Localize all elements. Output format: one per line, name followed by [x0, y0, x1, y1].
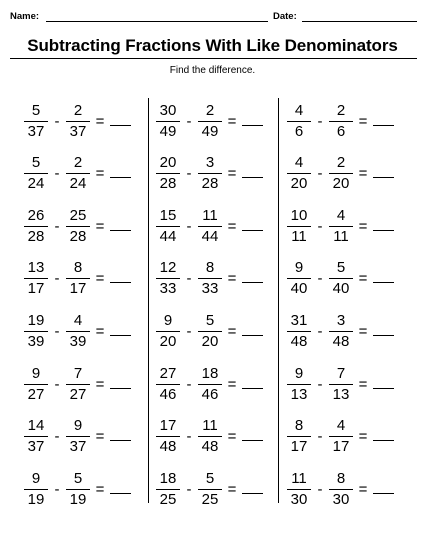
subtrahend-fraction [197, 471, 223, 508]
minuend-fraction-denominator: 28 [159, 175, 177, 193]
subtrahend-fraction-numerator: 4 [329, 418, 353, 437]
problem-item [23, 363, 131, 405]
minus-sign: - [317, 165, 323, 183]
minuend-fraction-denominator: 17 [290, 438, 308, 456]
minuend-fraction-denominator: 11 [291, 227, 307, 245]
subtrahend-fraction-denominator: 6 [336, 122, 346, 140]
column-divider-2 [278, 98, 279, 503]
answer-blank[interactable] [373, 380, 394, 389]
problem-item [23, 153, 131, 195]
equals-sign: = [95, 270, 105, 288]
minuend-fraction-numerator: 26 [24, 208, 48, 227]
equals-sign: = [358, 322, 368, 340]
minuend-fraction-denominator: 19 [27, 490, 45, 508]
answer-blank[interactable] [373, 432, 394, 441]
subtrahend-fraction-numerator: 7 [66, 366, 90, 385]
minuend-fraction [155, 208, 181, 245]
minuend-fraction-denominator: 24 [27, 175, 45, 193]
subtrahend-fraction-denominator: 30 [332, 490, 350, 508]
date-field[interactable] [302, 21, 417, 22]
minus-sign: - [317, 322, 323, 340]
name-label: Name: [10, 11, 40, 22]
subtrahend-fraction-numerator: 11 [198, 208, 222, 227]
subtrahend-fraction [65, 366, 91, 403]
minuend-fraction-numerator: 13 [24, 260, 48, 279]
minus-sign: - [54, 375, 60, 393]
answer-blank[interactable] [242, 485, 263, 494]
answer-blank[interactable] [110, 485, 131, 494]
minus-sign: - [317, 217, 323, 235]
problem-item [286, 363, 394, 405]
subtrahend-fraction-denominator: 48 [201, 438, 219, 456]
minuend-fraction-denominator: 44 [159, 227, 177, 245]
minuend-fraction-denominator: 30 [290, 490, 308, 508]
minuend-fraction [286, 260, 312, 297]
minus-sign: - [54, 165, 60, 183]
minuend-fraction-numerator: 14 [24, 418, 48, 437]
equals-sign: = [227, 270, 237, 288]
subtrahend-fraction-denominator: 40 [332, 280, 350, 298]
subtrahend-fraction-numerator: 8 [329, 471, 353, 490]
minuend-fraction [23, 366, 49, 403]
equals-sign: = [95, 217, 105, 235]
minuend-fraction-numerator: 12 [156, 260, 180, 279]
problem-item [155, 100, 263, 142]
equals-sign: = [358, 428, 368, 446]
minus-sign: - [54, 322, 60, 340]
minus-sign: - [186, 480, 192, 498]
answer-blank[interactable] [110, 169, 131, 178]
subtrahend-fraction-denominator: 28 [201, 175, 219, 193]
subtrahend-fraction [197, 313, 223, 350]
minuend-fraction-numerator: 9 [287, 366, 311, 385]
equals-sign: = [95, 375, 105, 393]
minuend-fraction-numerator: 11 [287, 471, 311, 490]
minuend-fraction-numerator: 9 [24, 366, 48, 385]
minuend-fraction [23, 208, 49, 245]
equals-sign: = [227, 428, 237, 446]
minuend-fraction [286, 313, 312, 350]
minuend-fraction-denominator: 48 [159, 438, 177, 456]
problem-item [155, 310, 263, 352]
minuend-fraction [286, 471, 312, 508]
minuend-fraction [155, 260, 181, 297]
subtrahend-fraction-numerator: 5 [198, 471, 222, 490]
minuend-fraction-numerator: 15 [156, 208, 180, 227]
equals-sign: = [227, 322, 237, 340]
minuend-fraction-denominator: 33 [159, 280, 177, 298]
equals-sign: = [95, 322, 105, 340]
subtrahend-fraction-denominator: 19 [69, 490, 87, 508]
subtrahend-fraction-numerator: 5 [198, 313, 222, 332]
equals-sign: = [358, 270, 368, 288]
subtrahend-fraction-numerator: 8 [198, 260, 222, 279]
equals-sign: = [95, 480, 105, 498]
subtrahend-fraction [197, 366, 223, 403]
minuend-fraction [286, 155, 312, 192]
minuend-fraction-denominator: 25 [159, 490, 177, 508]
problem-item [155, 205, 263, 247]
minus-sign: - [186, 270, 192, 288]
answer-blank[interactable] [110, 222, 131, 231]
minuend-fraction-denominator: 20 [159, 332, 177, 350]
subtrahend-fraction-denominator: 49 [201, 122, 219, 140]
problem-item [155, 153, 263, 195]
minuend-fraction-denominator: 13 [290, 385, 308, 403]
equals-sign: = [227, 217, 237, 235]
minuend-fraction [155, 103, 181, 140]
subtrahend-fraction [328, 366, 354, 403]
minuend-fraction [155, 418, 181, 455]
subtrahend-fraction-numerator: 8 [66, 260, 90, 279]
minuend-fraction [23, 260, 49, 297]
subtrahend-fraction [328, 208, 354, 245]
minus-sign: - [186, 375, 192, 393]
subtrahend-fraction-denominator: 25 [201, 490, 219, 508]
subtrahend-fraction-numerator: 7 [329, 366, 353, 385]
minuend-fraction-numerator: 4 [287, 103, 311, 122]
problem-item [155, 363, 263, 405]
minuend-fraction [23, 471, 49, 508]
minuend-fraction-numerator: 8 [287, 418, 311, 437]
minuend-fraction-numerator: 10 [287, 208, 311, 227]
minus-sign: - [317, 428, 323, 446]
minus-sign: - [186, 217, 192, 235]
subtrahend-fraction-numerator: 5 [66, 471, 90, 490]
minus-sign: - [186, 428, 192, 446]
problem-item [23, 468, 131, 510]
answer-blank[interactable] [110, 327, 131, 336]
minus-sign: - [54, 480, 60, 498]
answer-blank[interactable] [110, 380, 131, 389]
equals-sign: = [358, 480, 368, 498]
instructions: Find the difference. [169, 65, 256, 76]
subtrahend-fraction-denominator: 11 [333, 227, 349, 245]
subtrahend-fraction-denominator: 24 [69, 175, 87, 193]
problem-item [155, 468, 263, 510]
answer-blank[interactable] [242, 432, 263, 441]
problem-item [286, 153, 394, 195]
minuend-fraction [155, 155, 181, 192]
problem-item [286, 468, 394, 510]
subtrahend-fraction-denominator: 20 [201, 332, 219, 350]
subtrahend-fraction-numerator: 2 [329, 103, 353, 122]
minuend-fraction-numerator: 9 [287, 260, 311, 279]
minuend-fraction-numerator: 18 [156, 471, 180, 490]
subtrahend-fraction-numerator: 2 [329, 155, 353, 174]
subtrahend-fraction [65, 103, 91, 140]
subtrahend-fraction-numerator: 2 [66, 103, 90, 122]
minus-sign: - [186, 112, 192, 130]
subtrahend-fraction-numerator: 4 [329, 208, 353, 227]
minuend-fraction [23, 418, 49, 455]
answer-blank[interactable] [242, 327, 263, 336]
subtrahend-fraction-denominator: 39 [69, 332, 87, 350]
problem-item [23, 416, 131, 458]
answer-blank[interactable] [373, 117, 394, 126]
equals-sign: = [358, 217, 368, 235]
minus-sign: - [317, 375, 323, 393]
minuend-fraction-denominator: 37 [27, 122, 45, 140]
equals-sign: = [227, 165, 237, 183]
minuend-fraction-numerator: 27 [156, 366, 180, 385]
problem-item [23, 205, 131, 247]
problem-item [23, 100, 131, 142]
equals-sign: = [95, 428, 105, 446]
minus-sign: - [186, 322, 192, 340]
minuend-fraction [155, 313, 181, 350]
subtrahend-fraction [65, 418, 91, 455]
minuend-fraction [286, 103, 312, 140]
minuend-fraction-numerator: 4 [287, 155, 311, 174]
minus-sign: - [54, 217, 60, 235]
problem-item [155, 258, 263, 300]
answer-blank[interactable] [242, 380, 263, 389]
equals-sign: = [358, 375, 368, 393]
subtrahend-fraction-denominator: 27 [69, 385, 87, 403]
subtrahend-fraction-numerator: 3 [329, 313, 353, 332]
answer-blank[interactable] [373, 169, 394, 178]
answer-blank[interactable] [242, 274, 263, 283]
minuend-fraction-denominator: 20 [290, 175, 308, 193]
minuend-fraction-denominator: 49 [159, 122, 177, 140]
worksheet-title: Subtracting Fractions With Like Denominators [27, 36, 398, 55]
minuend-fraction [23, 155, 49, 192]
minus-sign: - [317, 112, 323, 130]
answer-blank[interactable] [110, 117, 131, 126]
subtrahend-fraction-numerator: 2 [198, 103, 222, 122]
subtrahend-fraction [197, 260, 223, 297]
subtrahend-fraction-denominator: 48 [332, 332, 350, 350]
minuend-fraction-denominator: 27 [27, 385, 45, 403]
minuend-fraction [286, 208, 312, 245]
subtrahend-fraction-denominator: 17 [332, 438, 350, 456]
answer-blank[interactable] [110, 274, 131, 283]
title-divider [10, 58, 417, 59]
subtrahend-fraction-numerator: 25 [66, 208, 90, 227]
problem-item [286, 205, 394, 247]
answer-blank[interactable] [373, 327, 394, 336]
subtrahend-fraction-denominator: 33 [201, 280, 219, 298]
minuend-fraction-numerator: 30 [156, 103, 180, 122]
subtrahend-fraction-numerator: 3 [198, 155, 222, 174]
minuend-fraction-numerator: 9 [156, 313, 180, 332]
equals-sign: = [95, 165, 105, 183]
subtrahend-fraction [65, 208, 91, 245]
subtrahend-fraction [328, 103, 354, 140]
subtrahend-fraction [328, 418, 354, 455]
column-divider-1 [148, 98, 149, 503]
minuend-fraction [23, 103, 49, 140]
minus-sign: - [54, 428, 60, 446]
equals-sign: = [227, 112, 237, 130]
minuend-fraction-numerator: 20 [156, 155, 180, 174]
subtrahend-fraction-denominator: 46 [201, 385, 219, 403]
subtrahend-fraction-denominator: 44 [201, 227, 219, 245]
answer-blank[interactable] [242, 117, 263, 126]
answer-blank[interactable] [110, 432, 131, 441]
subtrahend-fraction-denominator: 28 [69, 227, 87, 245]
answer-blank[interactable] [373, 485, 394, 494]
name-field[interactable] [46, 21, 268, 22]
minus-sign: - [317, 270, 323, 288]
subtrahend-fraction [197, 208, 223, 245]
problem-item [155, 416, 263, 458]
answer-blank[interactable] [373, 274, 394, 283]
minuend-fraction [286, 418, 312, 455]
minuend-fraction-denominator: 28 [27, 227, 45, 245]
minuend-fraction-denominator: 37 [27, 438, 45, 456]
minuend-fraction-denominator: 6 [294, 122, 304, 140]
subtrahend-fraction [197, 418, 223, 455]
equals-sign: = [227, 480, 237, 498]
subtrahend-fraction [65, 313, 91, 350]
subtrahend-fraction [328, 260, 354, 297]
date-label: Date: [273, 11, 297, 22]
minuend-fraction-numerator: 17 [156, 418, 180, 437]
subtrahend-fraction [328, 155, 354, 192]
problem-item [23, 310, 131, 352]
minuend-fraction-numerator: 9 [24, 471, 48, 490]
problem-item [286, 258, 394, 300]
subtrahend-fraction-numerator: 11 [198, 418, 222, 437]
minuend-fraction-denominator: 39 [27, 332, 45, 350]
equals-sign: = [358, 165, 368, 183]
subtrahend-fraction-numerator: 4 [66, 313, 90, 332]
minus-sign: - [54, 270, 60, 288]
minuend-fraction-denominator: 40 [290, 280, 308, 298]
equals-sign: = [95, 112, 105, 130]
subtrahend-fraction-numerator: 5 [329, 260, 353, 279]
minuend-fraction-denominator: 17 [27, 280, 45, 298]
subtrahend-fraction [328, 471, 354, 508]
problem-item [286, 310, 394, 352]
subtrahend-fraction-denominator: 13 [332, 385, 350, 403]
minuend-fraction [155, 471, 181, 508]
minuend-fraction-denominator: 46 [159, 385, 177, 403]
subtrahend-fraction [65, 471, 91, 508]
subtrahend-fraction [197, 103, 223, 140]
subtrahend-fraction [65, 155, 91, 192]
minuend-fraction-numerator: 5 [24, 103, 48, 122]
subtrahend-fraction-denominator: 37 [69, 122, 87, 140]
answer-blank[interactable] [242, 169, 263, 178]
subtrahend-fraction-denominator: 17 [69, 280, 87, 298]
minuend-fraction-denominator: 48 [290, 332, 308, 350]
equals-sign: = [358, 112, 368, 130]
subtrahend-fraction-numerator: 9 [66, 418, 90, 437]
subtrahend-fraction [328, 313, 354, 350]
answer-blank[interactable] [373, 222, 394, 231]
minus-sign: - [317, 480, 323, 498]
minus-sign: - [54, 112, 60, 130]
problem-item [286, 416, 394, 458]
subtrahend-fraction [65, 260, 91, 297]
minus-sign: - [186, 165, 192, 183]
minuend-fraction-numerator: 31 [287, 313, 311, 332]
problem-item [23, 258, 131, 300]
subtrahend-fraction [197, 155, 223, 192]
subtrahend-fraction-denominator: 20 [332, 175, 350, 193]
minuend-fraction [23, 313, 49, 350]
subtrahend-fraction-numerator: 2 [66, 155, 90, 174]
minuend-fraction [286, 366, 312, 403]
subtrahend-fraction-denominator: 37 [69, 438, 87, 456]
minuend-fraction [155, 366, 181, 403]
answer-blank[interactable] [242, 222, 263, 231]
problem-item [286, 100, 394, 142]
subtrahend-fraction-numerator: 18 [198, 366, 222, 385]
equals-sign: = [227, 375, 237, 393]
minuend-fraction-numerator: 5 [24, 155, 48, 174]
minuend-fraction-numerator: 19 [24, 313, 48, 332]
